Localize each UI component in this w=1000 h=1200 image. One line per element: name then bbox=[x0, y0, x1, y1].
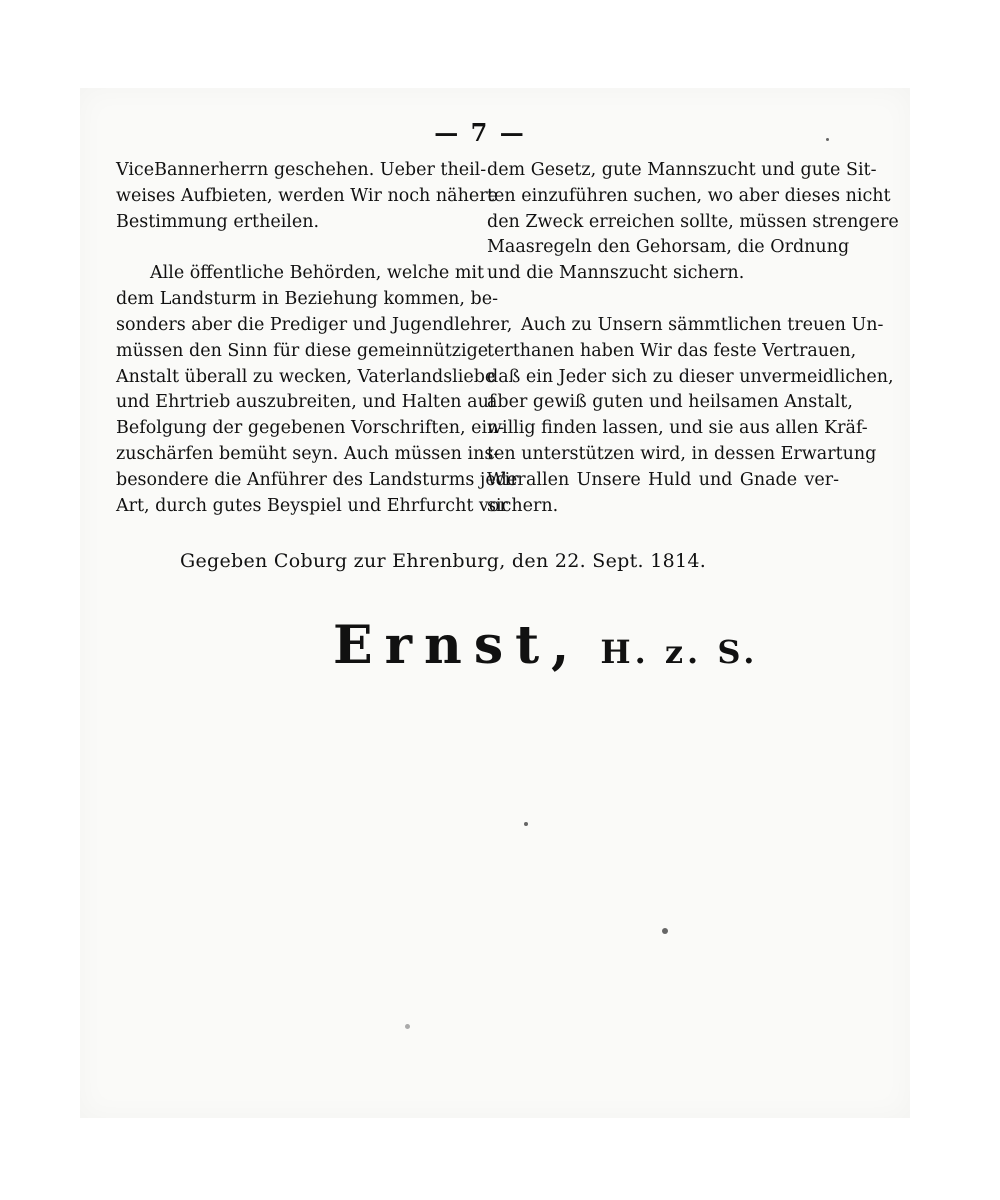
signature-title: H. z. S. bbox=[600, 633, 759, 671]
text-line: Befolgung der gegebenen Vorschriften, ein- bbox=[116, 418, 505, 439]
text-line: dem Landsturm in Beziehung kommen, be- bbox=[116, 289, 499, 310]
text-line: ten einzuführen suchen, wo aber dieses nicht bbox=[487, 185, 891, 206]
text-line: müssen den Sinn für diese gemeinnützige bbox=[116, 340, 489, 361]
text-line: Art, durch gutes Beyspiel und Ehrfurcht vor bbox=[116, 495, 508, 516]
text-line: sonders aber die Prediger und Jugendlehrer, bbox=[116, 314, 513, 335]
text-line: den Zweck erreichen sollte, müssen strengere bbox=[487, 211, 899, 232]
text-line: willig finden lassen, und sie aus allen Kräf- bbox=[487, 418, 868, 439]
paper-speck bbox=[662, 928, 668, 934]
text-line: Wir allen Unsere Huld und Gnade ver- bbox=[487, 469, 839, 490]
signature-name: Ernst, bbox=[333, 615, 582, 676]
text-line: ViceBannerherrn geschehen. Ueber theil- bbox=[116, 160, 487, 180]
paper-speck bbox=[524, 822, 528, 826]
text-line: daß ein Jeder sich zu dieser unvermeidlichen, bbox=[487, 366, 894, 387]
text-line: sichern. bbox=[487, 495, 559, 516]
text-line: aber gewiß guten und heilsamen Anstalt, bbox=[487, 392, 853, 413]
paper-speck bbox=[826, 138, 829, 141]
text-line: und die Mannszucht sichern. bbox=[487, 263, 745, 284]
text-line: Maasregeln den Gehorsam, die Ordnung bbox=[487, 237, 850, 258]
text-line: Bestimmung ertheilen. bbox=[116, 211, 320, 232]
text-line: ten unterstützen wird, in dessen Erwartung bbox=[487, 443, 877, 464]
text-line: zuschärfen bemüht seyn. Auch müssen ins- bbox=[116, 443, 500, 464]
text-line: dem Gesetz, gute Mannszucht und gute Sit- bbox=[487, 160, 877, 180]
text-line: Alle öffentliche Behörden, welche mit bbox=[150, 263, 485, 284]
page-number: — 7 — bbox=[434, 118, 526, 147]
signature-block bbox=[333, 615, 758, 676]
text-line: terthanen haben Wir das feste Vertrauen, bbox=[487, 340, 857, 361]
paper-speck bbox=[405, 1024, 410, 1029]
right-column bbox=[487, 158, 899, 519]
text-line: und Ehrtrieb auszubreiten, und Halten auf bbox=[116, 392, 496, 413]
text-line: besondere die Anführer des Landsturms jeder bbox=[116, 469, 526, 490]
dateline: Gegeben Coburg zur Ehrenburg, den 22. Sept. 1814. bbox=[180, 550, 707, 572]
text-line: Auch zu Unsern sämmtlichen treuen Un- bbox=[521, 314, 884, 335]
text-line: Anstalt überall zu wecken, Vaterlandsliebe bbox=[116, 366, 496, 387]
text-line: weises Aufbieten, werden Wir noch nähere bbox=[116, 185, 498, 206]
